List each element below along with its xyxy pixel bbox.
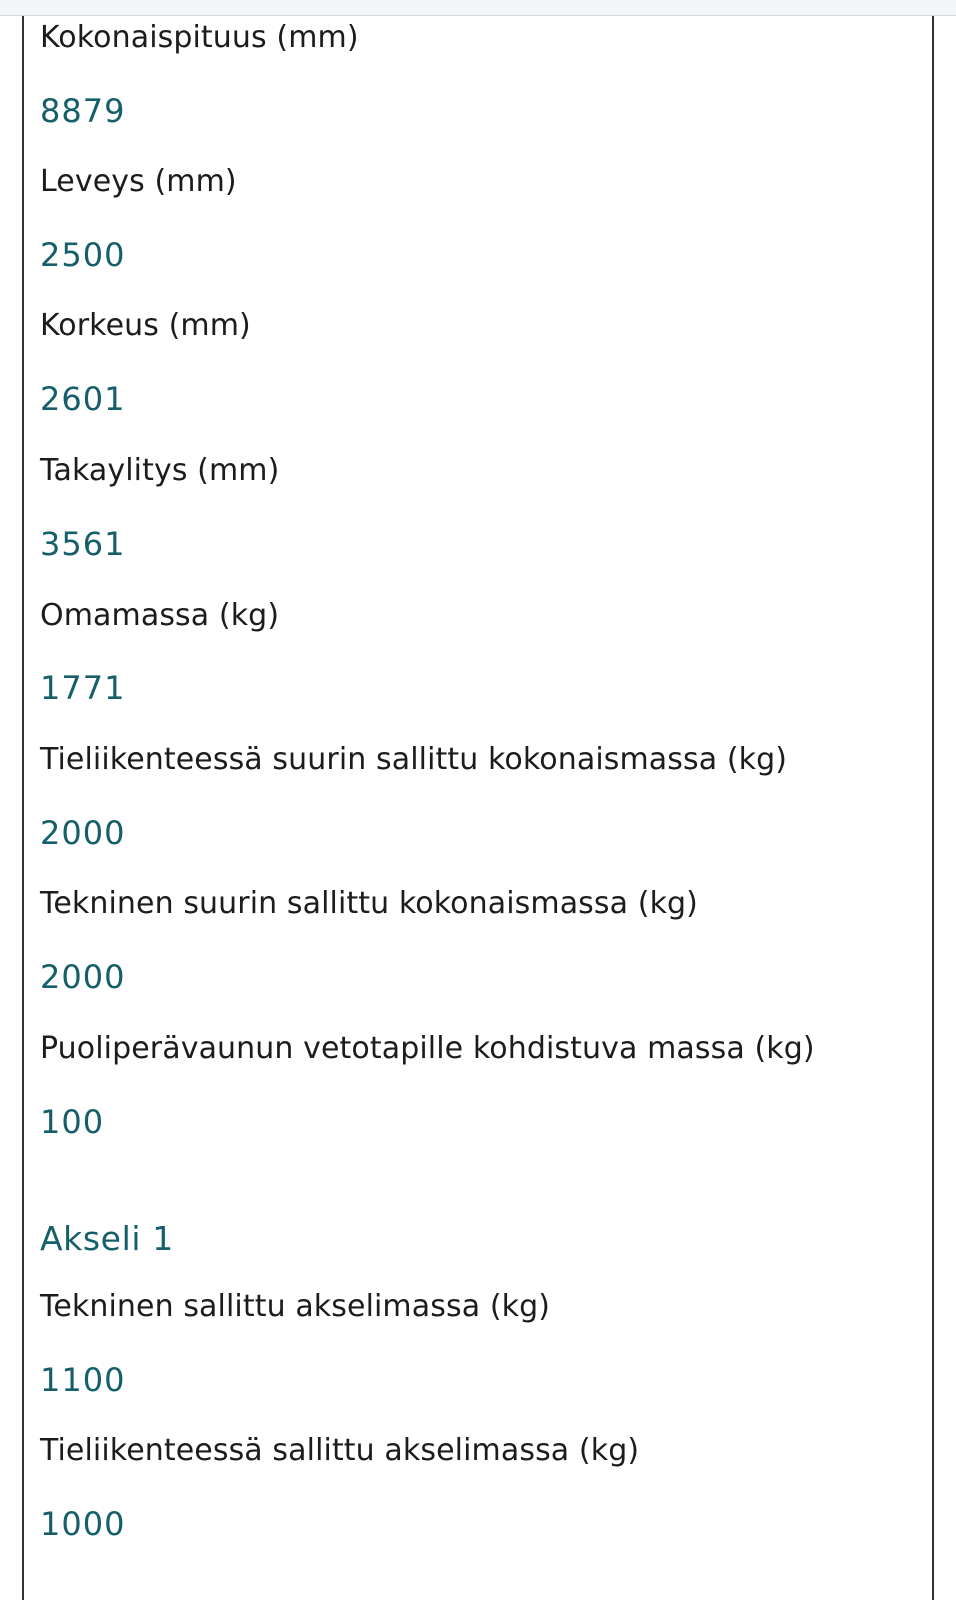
- field-value-rear-overhang: 3561: [40, 525, 126, 563]
- field-value-height: 2601: [40, 380, 126, 418]
- field-value-road-axle-mass: 1000: [40, 1505, 126, 1543]
- field-label-rear-overhang: Takaylitys (mm): [40, 453, 280, 488]
- field-label-technical-max-total-mass: Tekninen suurin sallittu kokonaismassa (kg): [40, 886, 698, 921]
- field-label-kingpin-mass: Puoliperävaunun vetotapille kohdistuva massa (kg): [40, 1031, 815, 1066]
- field-value-kingpin-mass: 100: [40, 1103, 105, 1141]
- field-label-technical-axle-mass: Tekninen sallittu akselimassa (kg): [40, 1289, 551, 1324]
- field-value-technical-axle-mass: 1100: [40, 1361, 126, 1399]
- field-value-curb-weight: 1771: [40, 669, 126, 707]
- field-value-total-length: 8879: [40, 92, 126, 130]
- top-bar: [0, 0, 956, 16]
- field-label-total-length: Kokonaispituus (mm): [40, 20, 359, 55]
- axle-section-title: Akseli 1: [40, 1219, 174, 1258]
- field-value-road-max-total-mass: 2000: [40, 814, 126, 852]
- field-value-width: 2500: [40, 236, 126, 274]
- field-label-road-max-total-mass: Tieliikenteessä suurin sallittu kokonaismassa (kg): [40, 742, 788, 777]
- field-value-technical-max-total-mass: 2000: [40, 958, 126, 996]
- field-label-curb-weight: Omamassa (kg): [40, 598, 280, 633]
- field-label-height: Korkeus (mm): [40, 308, 251, 343]
- vehicle-details-panel: [22, 16, 934, 1600]
- field-label-width: Leveys (mm): [40, 164, 237, 199]
- field-label-road-axle-mass: Tieliikenteessä sallittu akselimassa (kg): [40, 1433, 640, 1468]
